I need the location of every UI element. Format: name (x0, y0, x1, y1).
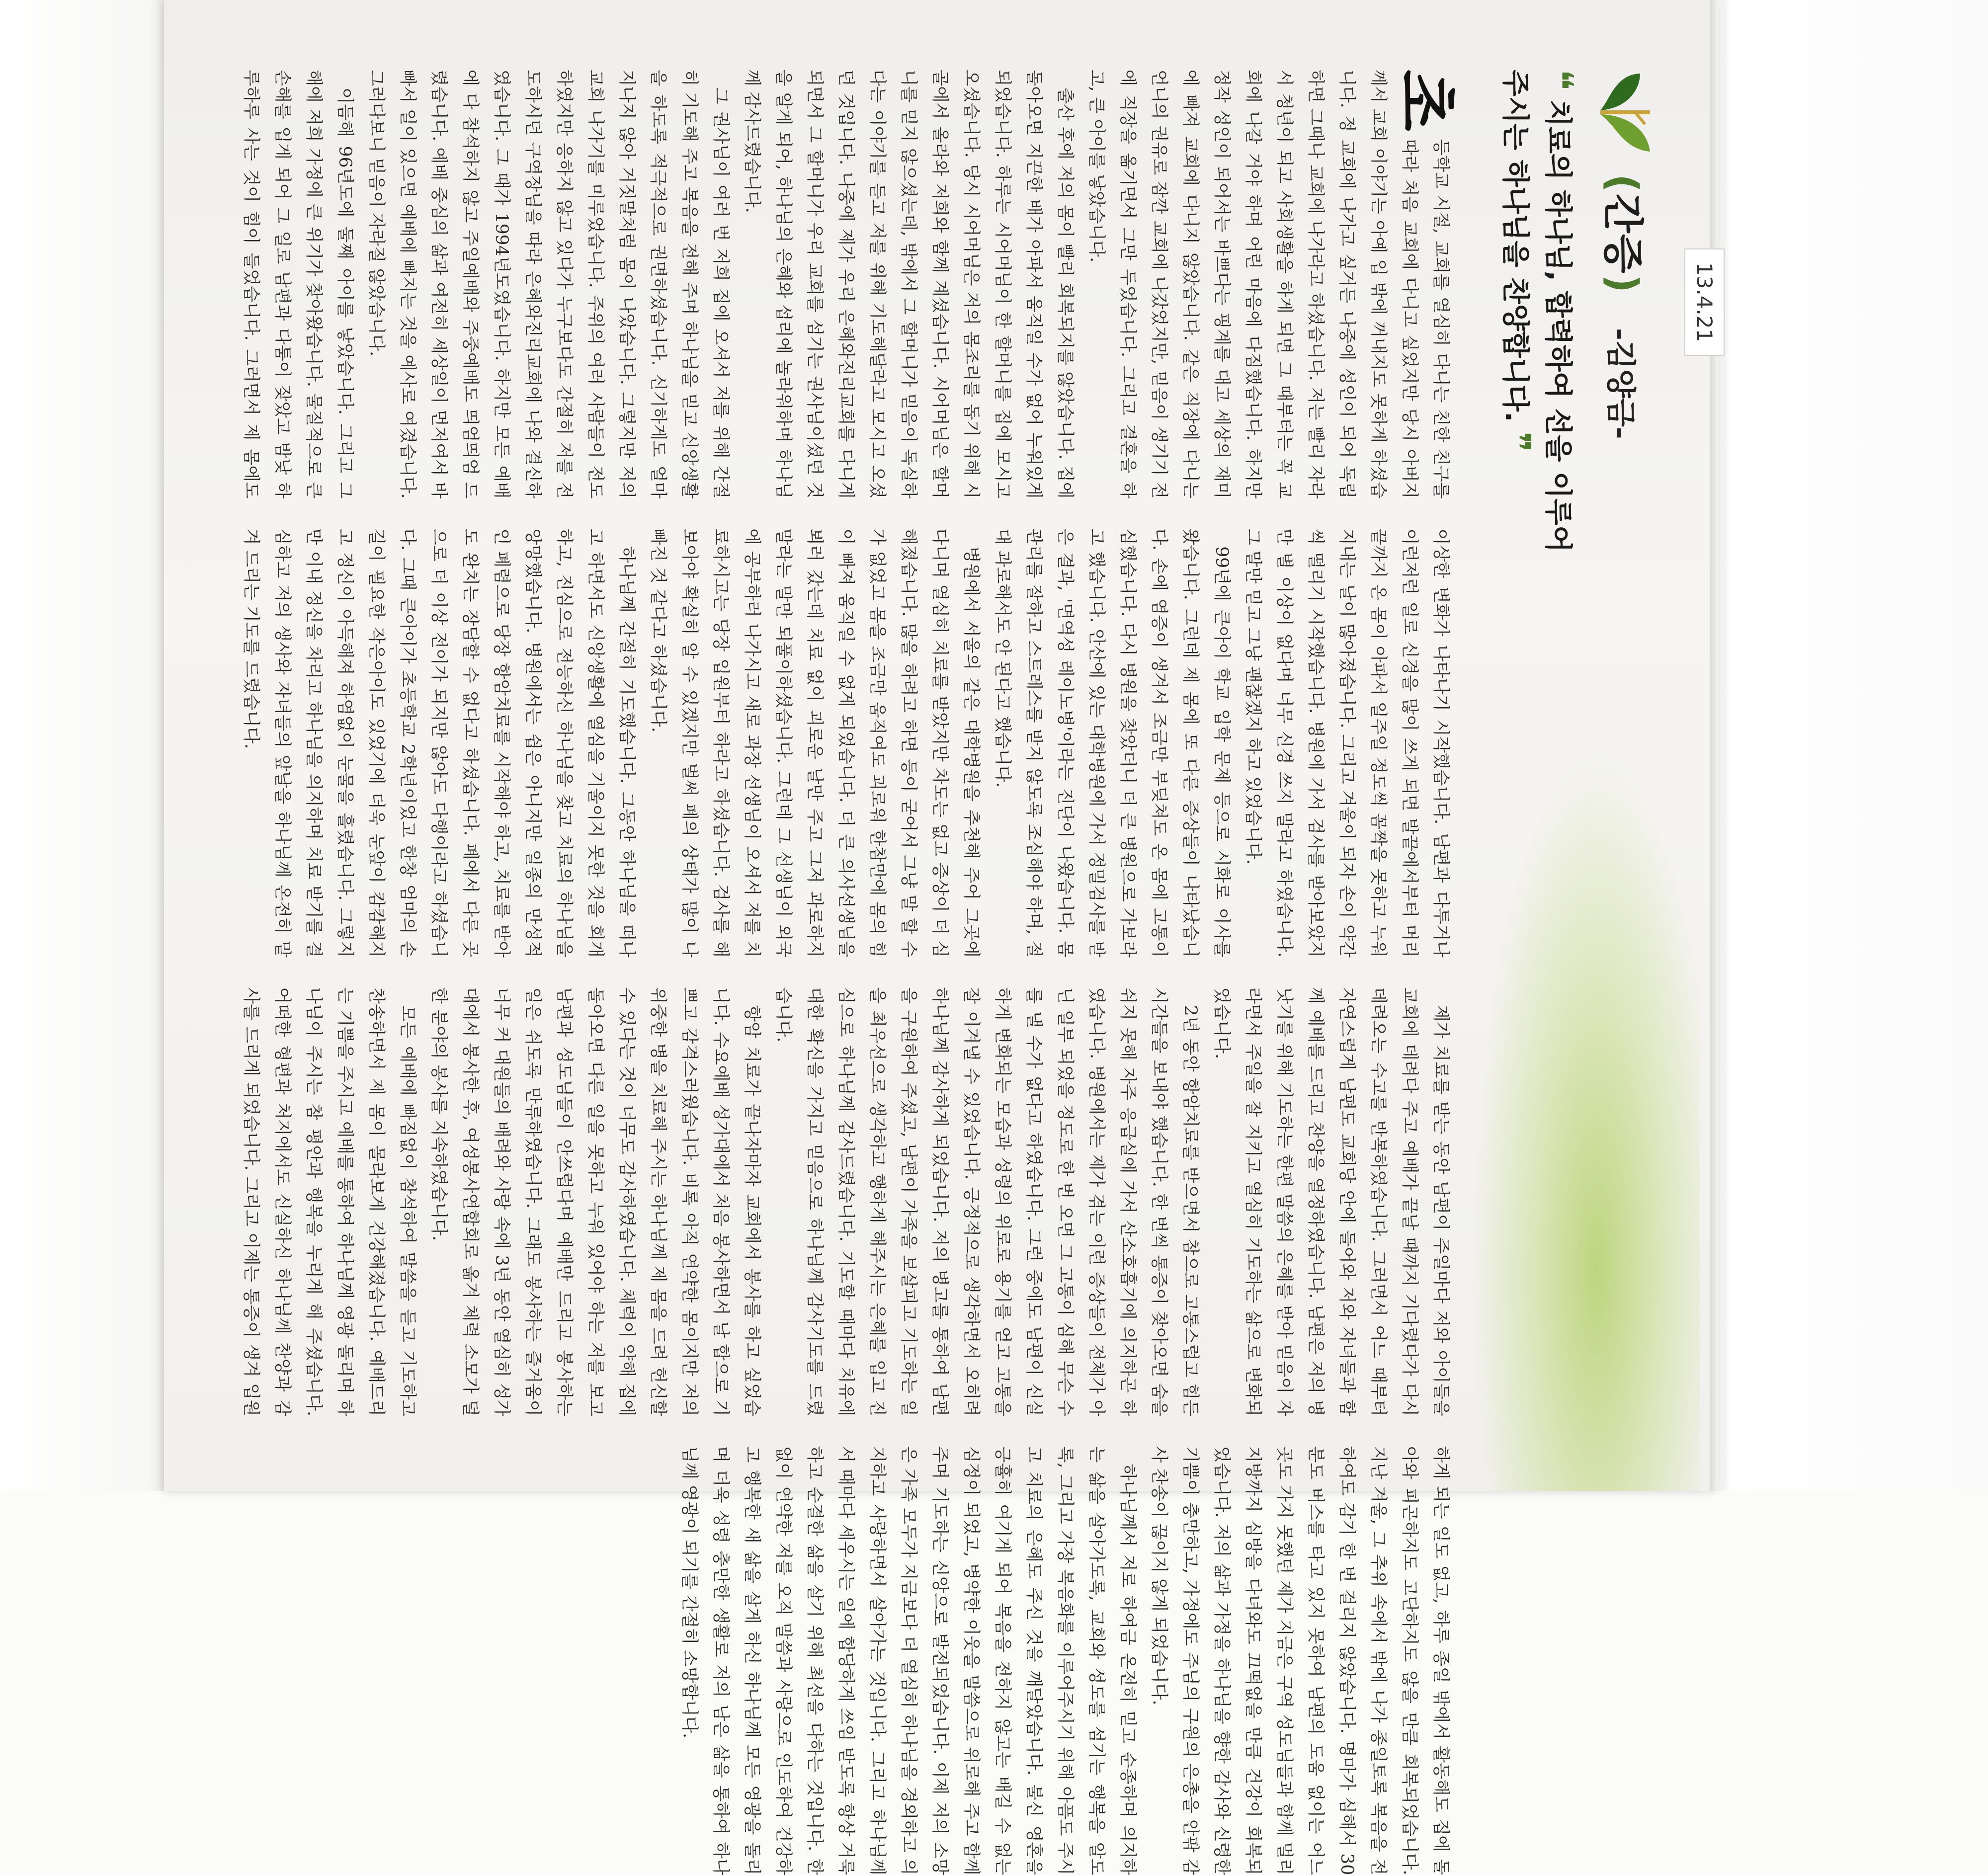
paragraph: 출산 후에 저의 몸이 빨리 회복되지를 않았습니다. 집에 돌아오면 지끈한 배가 아파서 움직일 수가 없어 누워있게 되었습니다. 하루는 시어머님이 한 할머니를 집에 모시고 오셨습니다. 당시 시어머님은 저의 몸조리를 돕기 위해 시골에서 올라와 저희와 함께 계셨습니다. 시어머님은 할머니를 믿지 않으셨는데, 밖에서 그 할머니가 믿음이 독실하다는 이야기를 듣고 저를 위해 기도해달라고 모시고 오셨던 것입니다. 나중에 제가 우리 은혜와진리교회를 다니게 되면서 그 할머니가 우리 교회를 섬기는 권사님이셨던 것을 알게 되어, 하나님의 은혜와 섭리에 놀라워하며 하나님께 감사드렸습니다. (742, 70, 1075, 499)
paragraph: 그 권사님이 여러 번 저희 집에 오셔서 저를 위해 간절히 기도해 주고 복음을 전해 주며 하나님을 믿고 신앙생활을 하도록 적극적으로 권면하셨습니다. 신기하게도 얼마 지나지 않아 거짓말처럼 몸이 나았습니다. 그렇지만 저의 교회 나가기를 미루었습니다. 주위의 여러 사람들이 전도하였지만 응하지 않고 있다가 누구보다도 간절히 저를 전도하시던 구역장님을 따라 은혜와진리교회에 나와 결신하였습니다. 그 때가 1994년도였습니다. 하지만 모든 예배에 다 참석하지 않고 주일예배와 주중예배도 띄엄띄엄 드렸습니다. 예배 중심의 삶과 여전히 세상일이 먼저여서 바빠서 일이 있으면 예배에 빠지는 것을 예사로 여겼습니다. 그러다보니 믿음이 자라질 않았습니다. (366, 70, 731, 499)
section-tag-text: 간증 (1599, 193, 1646, 274)
date-stamp: 13.4.21 (1684, 248, 1725, 356)
paragraph: 2년 동안 항암치료를 받으면서 참으로 고통스럽고 힘든 시간들을 보내야 했습니다. 한 번씩 통증이 찾아오면 숨을 쉬지 못해 자주 응급실에 가서 산소호흡기에 의지하곤 하였습니다. 병원에서는 제가 겪는 이런 증상들이 전체가 아닌 일부 되었을 정도로 한 번 오면 그 고통이 심해 무슨 수를 낼 수가 없다고 하였습니다. 그런 중에도 남편이 신실하게 변화되는 모습과 성령의 위로로 용기를 얻고 고통을 잘 이겨낼 수 있었습니다. 긍정적으로 생각하면서 오히려 하나님께 감사하게 되었습니다. 저의 병고를 통하여 남편을 구원하여 주셨고, 남편이 가족을 보살피고 기도하는 일을 최우선으로 생각하고 행하게 해주시는 은혜를 입고 진심으로 하나님께 감사드렸습니다. 기도할 때마다 치유에 대한 확신을 가지고 믿음으로 하나님께 감사기도를 드렸습니다. (773, 987, 1200, 1416)
paragraph: 제가 치료를 받는 동안 남편이 주일마다 저와 아이들을 교회에 데려다 주고 예배가 끝날 때까지 기다렸다가 다시 데려오는 수고를 반복하였습니다. 그러면서 어느 때부터 자연스럽게 남편도 교회당 안에 들어와 저와 자녀들과 함께 예배를 드리고 찬양을 열정하였습니다. 남편은 저의 병 낫기를 위해 기도하는 한편 말씀의 은혜를 받아 믿음이 자라면서 주일을 잘 지키고 열심히 기도하는 삶으로 변화되었습니다. (1212, 987, 1451, 1416)
testimony-article (179, 25, 1717, 1875)
article-header (1456, 70, 1717, 1416)
close-quote-icon: ❞ (1497, 431, 1538, 453)
headline-line-1: 치료의 하나님, 합력하여 선을 이루어 (1542, 99, 1574, 553)
paragraph: 초 등학교 시절, 교회를 열심히 다니는 친한 친구를 따라 처음 교회에 다니고 싶었지만 당시 아버지께서 교회 이야기는 아예 입 밖에 꺼내지도 못하게 하셨습니다. 정 교회에 나가고 싶거든 나중에 성인이 되어 독립하면 그때나 교회에 나가라고 하셨습니다. 저는 빨리 자라서 청년이 되고 사회생활을 하게 되면 그 때부터는 꼭 교회에 나갈 거야 하며 어린 마음에 다짐했습니다. 하지만 정작 성인이 되어서는 바쁘다는 핑계를 대고 세상의 재미에 빠져 교회에 다니지 않았습니다. 같은 직장에 다니는 언니의 권유로 잠깐 교회에 나갔었지만, 믿음이 생기기 전에 직장을 옮기면서 그만 두었습니다. 그리고 결혼을 하고, 큰 아이를 낳았습니다. (1086, 70, 1462, 499)
headline (1495, 70, 1580, 591)
paragraph: 모든 예배에 빠짐없이 참석하여 말씀을 듣고 기도하고 찬송하면서 제 몸이 몰라보게 건강해졌습니다. 예배드리는 기쁨을 주시고 예배를 통하여 하나님께 영광 돌리며 하나님이 주시는 참 평안과 행복을 누리게 해 주셨습니다. 어떠한 형편과 처지에서도 신실하신 하나님께 찬양과 감사를 드리게 되었습니다. 그리고 이제는 통증이 생겨 입원하게 되는 일도 없고, 하루 종일 밖에서 활동해도 집에 돌아와 피곤하지도 고단하지도 않을 만큼 회복되었습니다. 지난 겨울, 그 추위 속에서 밖에 나가 종일토록 복음을 전하여도 감기 한 번 걸리지 않았습니다. 명마가 심해서 30분도 버스를 타고 있지 못하여 남편의 도움 없이는 어느 곳도 가지 못했던 제가 지금은 구역 성도님들과 함께 멀리 지방까지 심방을 다녀와도 끄떡없을 만큼 건강이 회복되었습니다. 저의 삶과 가정을 하나님을 향한 감사와 신령한 기쁨이 충만하고, 가정에도 주님의 구원의 은총을 안팎 감사 찬송이 끊이지 않게 되었습니다. (241, 987, 1451, 1875)
headline-line-2: 주시는 하나님을 찬양합니다. (1499, 70, 1531, 422)
drop-cap: 초 (1388, 70, 1462, 131)
paragraph: 하나님께 간절히 기도했습니다. 그동안 하나님을 떠나고 하면서도 신앙생활에 열심을 기울이지 못한 것을 회개하고, 진심으로 전능하신 하나님을 찾고 치료의 하나님을 앙망했습니다. 병원에서는 쉽은 아니지만 일종의 만성적인 폐렴으로 당장 항암치료를 시작해야 하고, 치료를 받아도 완치는 장담할 수 없다고 하셨습니다. 폐에서 다른 곳으로 더 이상 전이가 되지만 않아도 다행이라고 하셨습니다. 그때 큰아이가 초등학교 2학년이었고 한창 엄마의 손길이 필요한 작은아이도 있었기에 더욱 눈앞이 캄캄해지고 정신이 아득해져 하염없이 눈물을 흘렸습니다. 그렇지만 이내 정신을 차리고 하나님을 의지하며 치료 받기를 결심하고 저의 생사와 자녀들의 앞날을 하나님께 온전히 맡겨 드리는 기도를 드렸습니다. (241, 528, 637, 958)
paragraph: 99년에 큰아이 학교 입학 문제 등으로 시화로 이사를 왔습니다. 그런데 제 몸에 또 다른 증상들이 나타났습니다. 손에 염증이 생겨서 조금만 부딪쳐도 온 몸에 고통이 심했습니다. 다시 병원을 찾았더니 더 큰 병원으로 가보라고 했습니다. 안산에 있는 대학병원에 가서 정밀검사를 받은 결과, '면역성 레이노병'이라는 진단이 나왔습니다. 몸 관리를 잘하고 스트레스를 받지 않도록 조심해야 하며, 절대 과로해서도 안 된다고 했습니다. (993, 528, 1232, 958)
paragraph: 항암 치료가 끝나자마자 교회에서 봉사를 하고 싶었습니다. 수요예배 성가대에서 처음 봉사하면서 날 합으로 기쁘고 감격스러웠습니다. 비록 아직 연약한 몸이지만 저의 위중한 병을 치료해 주시는 하나님께 제 몸을 드려 헌신할 수 있다는 것이 너무도 감사하였습니다. 체력이 약해 집에 돌아오면 다른 일을 못하고 누워 있어야 하는 저를 보고 남편과 성도님들이 안쓰럽다며 예배만 드리고 봉사하는 일은 쉬도록 만류하였습니다. 그래도 봉사하는 즐거움이 너무 커 대원들의 배려와 사랑 속에 3년 동안 열심히 성가대에서 봉사한 후, 여성봉사연합회로 옮겨 체력 소모가 덜한 분야의 봉사를 지속하였습니다. (429, 987, 762, 1416)
author-name: -김양금- (1603, 328, 1638, 439)
paragraph: 병원에서 서울의 같은 대학병원을 추천해 주어 그곳에 다니며 열심히 치료를 받았지만 차도는 없고 증상이 더 심해졌습니다. 많을 하려고 하면 등이 굳어서 그냥 말 할 수가 없었고 몸을 조금만 움직여도 괴로워 한참만에 몸의 힘이 빠져 움직일 수 없게 되었습니다. 더 큰 의사선생님을 뵈러 갔는데 치료 없이 괴로운 날만 주고 그저 과로하지 말라는 말만 되풀이하셨습니다. 그런데 그 선생님이 외국에 공부하러 나가시고 새로 과장 선생님이 오셔서 저를 치료하시고는 당장 입원부터 하라고 하셨습니다. 검사를 해보아야 확실히 알 수 있겠지만 벌써 폐의 상태가 많이 나빠진 것 같다고 하셨습니다. (648, 528, 981, 958)
section-tag: (간증) (1599, 174, 1646, 294)
sprout-leaf-icon (1595, 70, 1670, 154)
open-quote-icon: ❝ (1540, 70, 1581, 90)
paragraph: 이듬해 96년도에 둘째 아이를 낳았습니다. 그리고 그 해에 저희 가정에 큰 위기가 찾아왔습니다. 물질적으로 큰 손해를 입게 되어 그 일로 남편과 다툼이 잦았고 밤낮 하루하루 사는 것이 힘이 들었습니다. 그러면서 제 몸에도 이상한 변화가 나타나기 시작했습니다. 남편과 다투거나 이런저런 일로 신경을 많이 쓰게 되면 발끝에서부터 머리끝까지 온 몸이 아파서 일주일 정도씩 꼼짝을 못하고 누워 지내는 날이 많아졌습니다. 그리고 겨울이 되자 손이 약간씩 떨리기 시작했습니다. 병원에 가서 검사를 받아보았지만 별 이상이 없다며 너무 신경 쓰지 말라고 하였습니다. 그 말만 믿고 그냥 괜찮겠지 하고 있었습니다. (241, 70, 1451, 958)
article-body (214, 70, 1462, 1875)
paragraph: 하나님께서 저로 하여금 온전히 믿고 순종하며 의지하는 삶을 살아가도록, 교회와 성도를 섬기는 행복을 알도록, 그리고 가장 복음화를 이루어주시기 위해 아픔도 주시고 치료의 은혜도 주신 것을 깨달았습니다. 불신 영혼을 긍휼히 여기게 되어 복음을 전하지 않고는 배길 수 없는 심정이 되었고, 병약한 이웃을 말씀으로 위로해 주고 함께 주며 기도하는 신앙으로 발전되었습니다. 이제 저의 소망은 가족 모두가 지금보다 더 열심히 하나님을 경외하고 의지하고 사랑하면서 살아가는 것입니다. 그리고 하나님께서 때마다 세우시는 일에 합당하게 쓰임 받도록 항상 거룩하고 순결한 삶을 살기 위해 최선을 다하는 것입니다. 한없이 연약한 저를 오직 말씀과 사랑으로 인도하여 건강하고 행복한 새 삶을 살게 하신 하나님께 모든 영광을 돌리며 더욱 성령 충만한 생활로 저의 남은 삶을 통하여 하나님께 영광이 되기를 간절히 소망합니다. (679, 1446, 1138, 1875)
paper-edge (1710, 0, 1719, 1491)
